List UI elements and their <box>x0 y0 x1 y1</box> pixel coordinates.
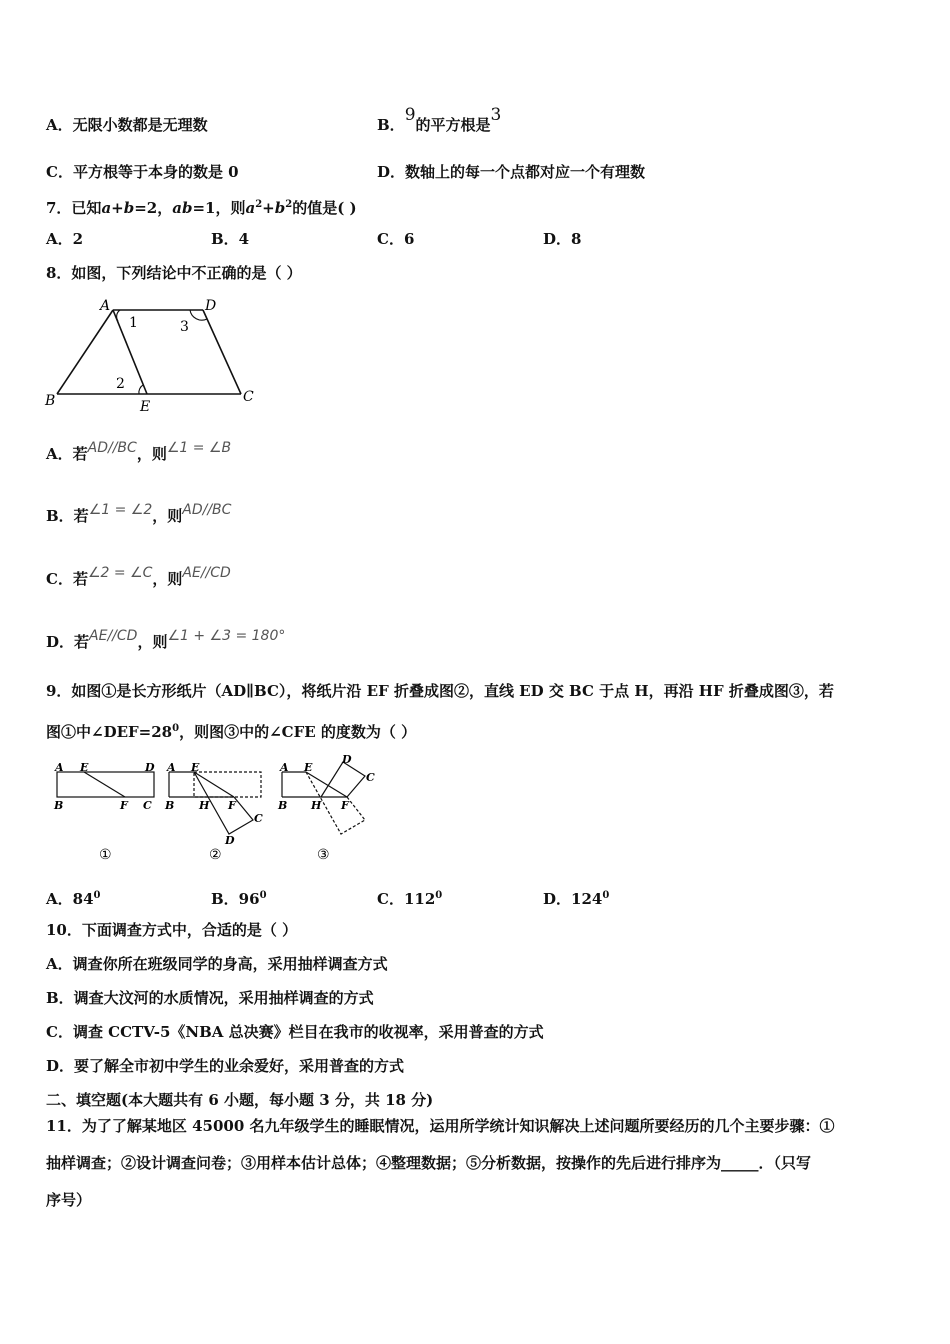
q9-stem-line2 <box>46 719 416 742</box>
q9-folding-figures <box>44 752 384 867</box>
figure-3 <box>282 762 365 834</box>
math-expression: ∠1 + ∠3 = 180° <box>167 628 286 644</box>
q9-option-c <box>377 886 442 909</box>
math-expression: ∠1 = ∠2 <box>88 502 153 518</box>
q9-option-a <box>46 886 100 909</box>
option-text: A．若 <box>46 445 88 463</box>
degree-sup: 0 <box>259 890 267 901</box>
angle-3-label: 3 <box>180 319 189 335</box>
q10-option-b: B．调查大汶河的水质情况，采用抽样调查的方式 <box>46 989 374 1007</box>
q8-option-a <box>46 440 232 465</box>
q11-line2: 抽样调查；②设计调查问卷；③用样本估计总体；④整理数据；⑤分析数据，按操作的先后进行排序为_____．（只写 <box>46 1154 812 1172</box>
option-text: B．96 <box>211 890 260 908</box>
option-text: D．124 <box>543 890 603 908</box>
q9-stem-line1: 9．如图①是长方形纸片（AD∥BC），将纸片沿 EF 折叠成图②，直线 ED 交 BC 于点 H，再沿 HF 折叠成图③，若 <box>46 682 834 700</box>
q7-stem <box>46 195 357 218</box>
label-c: C <box>243 389 254 405</box>
q6-option-b <box>377 105 502 135</box>
figure-1 <box>57 772 154 797</box>
angle-1-label: 1 <box>129 315 138 331</box>
q9-stem-text: 图①中∠DEF=28 <box>46 723 173 741</box>
angle-2-label: 2 <box>116 376 125 392</box>
label-b: B <box>45 393 56 409</box>
angle-2-arc <box>139 385 143 394</box>
q10-option-c: C．调查 CCTV-5《NBA 总决赛》栏目在我市的收视率，采用普查的方式 <box>46 1023 544 1041</box>
fig3-label-a: A <box>280 761 289 774</box>
q10-stem: 10．下面调查方式中，合适的是（ ） <box>46 921 298 939</box>
q7-exp: 2 <box>285 199 293 210</box>
segment-ab <box>57 310 113 394</box>
q7-stem-text: 7．已知 <box>46 199 102 217</box>
fig2-label-d: D <box>225 834 235 847</box>
q7-expr-b: +b <box>262 199 286 217</box>
math-expression: ∠2 = ∠C <box>87 565 153 581</box>
segment-dc <box>203 310 241 394</box>
angle-1-arc <box>117 310 120 321</box>
q8-stem: 8．如图，下列结论中不正确的是（ ） <box>46 264 302 282</box>
fig3-label-e: E <box>304 761 313 774</box>
degree-sup: 0 <box>435 890 443 901</box>
q7-expr-sum: a+b <box>101 199 135 217</box>
degree-sup: 0 <box>93 890 101 901</box>
option-text: D．若 <box>46 633 90 651</box>
fig3-label-f: F <box>341 799 349 812</box>
fig1-label-b: B <box>54 799 64 812</box>
q11-line3: 序号） <box>46 1191 92 1209</box>
fig1-label-d: D <box>145 761 155 774</box>
label-d: D <box>205 298 217 314</box>
option-text: ，则 <box>152 507 183 525</box>
option-text: ，则 <box>152 570 183 588</box>
q6-option-d: D．数轴上的每一个点都对应一个有理数 <box>377 163 646 181</box>
math-expression: AE//CD <box>89 628 138 644</box>
fig3-label-c: C <box>366 771 375 784</box>
fig2-label-e: E <box>191 761 200 774</box>
q8-option-b <box>46 502 232 527</box>
q6-option-b-three: 3 <box>490 105 502 125</box>
option-text: ，则 <box>137 633 168 651</box>
q7-exp: 2 <box>255 199 263 210</box>
section-heading: 二、填空题(本大题共有 6 小题，每小题 3 分，共 18 分) <box>46 1091 434 1109</box>
q7-expr-a: a <box>245 199 256 217</box>
q9-degree-sup: 0 <box>172 723 180 734</box>
q8-option-c <box>46 565 231 590</box>
q7-stem-text: 的值是( ) <box>292 199 357 217</box>
q6-option-a: A．无限小数都是无理数 <box>46 116 208 134</box>
fig1-label-c: C <box>143 799 152 812</box>
fig3-label-b: B <box>278 799 288 812</box>
option-text: C．若 <box>46 570 88 588</box>
q10-option-d: D．要了解全市初中学生的业余爱好，采用普查的方式 <box>46 1057 405 1075</box>
q7-stem-text: =2， <box>134 199 173 217</box>
math-expression: ∠1 = ∠B <box>166 440 232 456</box>
fig1-label-e: E <box>80 761 89 774</box>
q7-option-d: D．8 <box>543 230 582 248</box>
option-text: ，则 <box>136 445 167 463</box>
fig1-label-a: A <box>55 761 64 774</box>
fig2-label-f: F <box>228 799 236 812</box>
fig2-label-a: A <box>167 761 176 774</box>
q6-option-b-prefix: B． <box>377 116 405 134</box>
q9-stem-text: ，则图③中的∠CFE 的度数为（ ） <box>179 723 417 741</box>
fig1-label-f: F <box>120 799 128 812</box>
math-expression: AD//BC <box>87 440 137 456</box>
q8-option-d <box>46 628 286 653</box>
q7-expr-product: ab <box>172 199 193 217</box>
math-expression: AD//BC <box>182 502 232 518</box>
label-a: A <box>100 298 111 314</box>
q6-option-b-mid: 的平方根是 <box>415 116 491 134</box>
option-text: C．112 <box>377 890 436 908</box>
figure-1-caption: ① <box>99 847 112 863</box>
degree-sup: 0 <box>602 890 610 901</box>
q8-trapezoid-figure <box>40 295 270 420</box>
figure-3-caption: ③ <box>317 847 330 863</box>
q7-option-b: B．4 <box>211 230 250 248</box>
q11-line1: 11．为了了解某地区 45000 名九年级学生的睡眠情况，运用所学统计知识解决上述问题所要经历的几个主要步骤：① <box>46 1117 835 1135</box>
q9-option-d <box>543 886 609 909</box>
q7-option-a: A．2 <box>46 230 84 248</box>
option-text: A．84 <box>46 890 94 908</box>
fig2-label-h: H <box>199 799 210 812</box>
q6-option-c: C．平方根等于本身的数是 0 <box>46 163 239 181</box>
q7-stem-text: =1，则 <box>192 199 246 217</box>
fig2-label-c: C <box>254 812 263 825</box>
figure-2-caption: ② <box>209 847 222 863</box>
option-text: B．若 <box>46 507 89 525</box>
math-expression: AE//CD <box>182 565 231 581</box>
q6-option-b-nine: 9 <box>404 105 416 125</box>
q9-option-b <box>211 886 267 909</box>
fig3-label-d: D <box>342 753 352 766</box>
fig3-label-h: H <box>311 799 322 812</box>
q10-option-a: A．调查你所在班级同学的身高，采用抽样调查方式 <box>46 955 388 973</box>
figure-2 <box>169 772 261 834</box>
label-e: E <box>140 399 151 415</box>
fig2-label-b: B <box>165 799 175 812</box>
q7-option-c: C．6 <box>377 230 415 248</box>
